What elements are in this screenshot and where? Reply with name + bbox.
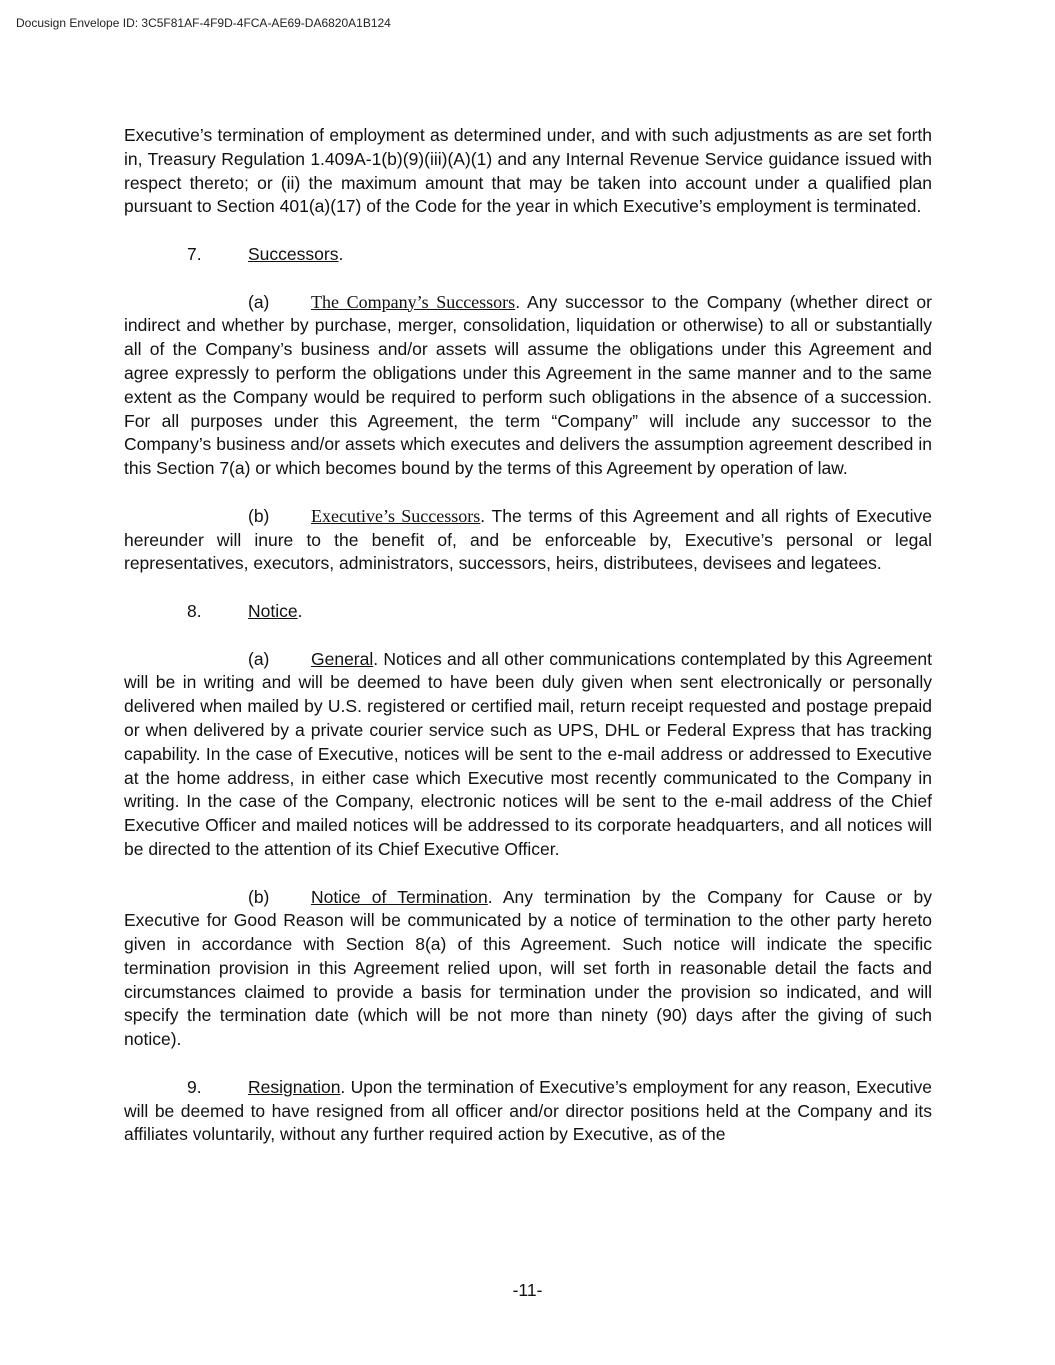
section-7a-label: (a)	[248, 291, 270, 312]
section-8-title: Notice	[248, 600, 298, 621]
section-8a-text: Notices and all other communications contemplated by this Agreement will be in writing and will be deemed to have been duly given when sent electronically or personally delivered when mailed by U.S. registered or certified mail, return receipt requested and postage prepaid or when delivered by a private courier service such as UPS, DHL or Federal Express that has tracking capability. In the case of Executive, notices will be sent to the e-mail address or addressed to Executive at the home address, in either case which Executive most recently communicated to the Company in writing. In the case of the Company, electronic notices will be sent to the e-mail address of the Chief Executive Officer and mailed notices will be addressed to its corporate headquarters, and all notices will be directed to the attention of its Chief Executive Officer.	[124, 648, 932, 859]
section-8b-period: .	[487, 886, 493, 907]
section-8b-label: (b)	[248, 886, 270, 907]
intro-paragraph: Executive’s termination of employment as determined under, and with such adjustments as are set forth in, Treasury Regulation 1.409A-1(b)(9)(iii)(A)(1) and any Internal Revenue Service guidance issued with respect thereto; or (ii) the maximum amount that may be taken into account under a qualified plan pursuant to Section 401(a)(17) of the Code for the year in which Executive’s employment is terminated.	[124, 125, 932, 217]
section-7b-text: The terms of this Agreement and all rights of Executive hereunder will inure to the benefit of, and be enforceable by, Executive’s personal or legal representatives, executors, administrators, successors, heirs, distributees, devisees and legatees.	[124, 505, 932, 574]
section-8-heading	[124, 600, 932, 624]
section-9-period: .	[340, 1076, 346, 1097]
section-7a-text: Any successor to the Company (whether direct or indirect and whether by purchase, merger, consolidation, liquidation or otherwise) to all or substantially all of the Company’s business and/or assets will assume the obligations under this Agreement and agree expressly to perform the obligations under this Agreement in the same manner and to the same extent as the Company would be required to perform such obligations in the absence of a succession. For all purposes under this Agreement, the term “Company” will include any successor to the Company’s business and/or assets which executes and delivers the assumption agreement described in this Section 7(a) or which becomes bound by the terms of this Agreement by operation of law.	[124, 291, 932, 479]
section-8-number: 8.	[187, 600, 202, 621]
section-7a-paragraph	[124, 291, 932, 481]
page-number: -11-	[512, 1280, 543, 1300]
section-7b-period: .	[480, 505, 486, 526]
section-7a-period: .	[515, 291, 521, 312]
section-7-number: 7.	[187, 243, 202, 264]
section-7-heading	[124, 243, 932, 267]
section-8a-paragraph	[124, 648, 932, 862]
section-9-text: Upon the termination of Executive’s employment for any reason, Executive will be deemed to have resigned from all officer and/or director positions held at the Company and its affiliates voluntarily, without any further required action by Executive, as of the	[124, 1076, 932, 1145]
section-7b-label: (b)	[248, 505, 270, 526]
section-7b-title: Executive’s Successors	[311, 505, 481, 526]
document-body	[124, 124, 932, 1171]
section-7-title: Successors	[248, 243, 339, 264]
section-8-period: .	[297, 600, 303, 621]
section-7-period: .	[338, 243, 344, 264]
section-7a-title: The Company’s Successors	[311, 291, 516, 312]
section-8b-paragraph	[124, 886, 932, 1053]
section-7b-paragraph	[124, 505, 932, 576]
section-9-paragraph	[124, 1076, 932, 1147]
section-8a-period: .	[373, 648, 379, 669]
envelope-id: Docusign Envelope ID: 3C5F81AF-4F9D-4FCA-AE69-DA6820A1B124	[16, 16, 391, 30]
section-9-number: 9.	[187, 1076, 202, 1097]
section-8b-text: Any termination by the Company for Cause or by Executive for Good Reason will be communicated by a notice of termination to the other party hereto given in accordance with Section 8(a) of this Agreement. Such notice will indicate the specific termination provision in this Agreement relied upon, will set forth in reasonable detail the facts and circumstances claimed to provide a basis for termination under the provision so indicated, and will specify the termination date (which will be not more than ninety (90) days after the giving of such notice).	[124, 886, 932, 1050]
section-9-title: Resignation	[248, 1076, 341, 1097]
section-8a-title: General	[311, 648, 374, 669]
section-8b-title: Notice of Termination	[311, 886, 488, 907]
section-8a-label: (a)	[248, 648, 270, 669]
